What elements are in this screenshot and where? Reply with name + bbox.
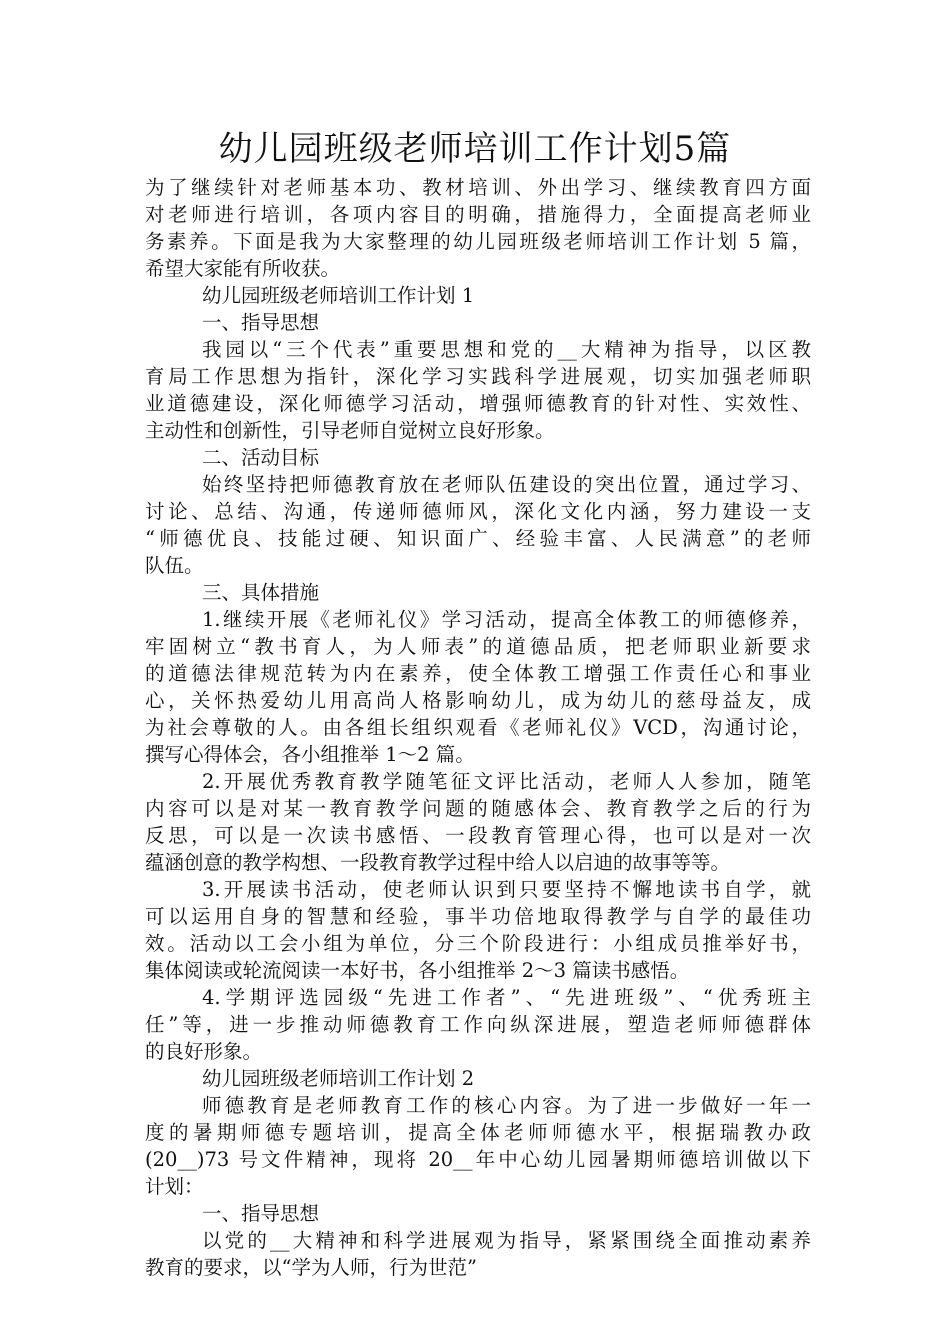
text-line-2: 对老师进行培训，各项内容目的明确，措施得力，全面提高老师业 (145, 203, 811, 226)
text-line-22: 撰写心得体会，各小组推举 1～2 篇。 (145, 743, 475, 766)
text-line-41: 教育的要求，以“学为人师，行为世范” (145, 1256, 477, 1279)
text-line-15: 队伍。 (145, 554, 204, 577)
text-line-27: 3.开展读书活动，使老师认识到只要坚持不懈地读书自学，就 (202, 878, 811, 901)
text-line-8: 育局工作思想为指针，深化学习实践科学进展观，切实加强老师职 (145, 365, 811, 388)
document-body (145, 174, 811, 1281)
text-line-13: 讨论、总结、沟通，传递师德师风，深化文化内涵，努力建设一支 (145, 500, 811, 523)
text-line-38: 计划： (145, 1175, 204, 1198)
text-line-14: “师德优良、技能过硬、知识面广、经验丰富、人民满意”的老师 (145, 527, 811, 550)
text-line-30: 集体阅读或轮流阅读一本好书，各小组推举 2～3 篇读书感悟。 (145, 959, 690, 982)
heading-guiding-ideology-2: 一、指导思想 (202, 1202, 320, 1225)
text-line-21: 为社会尊敬的人。由各组长组织观看《老师礼仪》VCD，沟通讨论， (145, 716, 811, 739)
text-line-36: 度的暑期师德专题培训，提高全体老师师德水平，根据瑞教办政 (145, 1121, 811, 1144)
text-line-4: 希望大家能有所收获。 (145, 257, 341, 280)
text-line-9: 业道德建设，深化师德学习活动，增强师德教育的针对性、实效性、 (145, 392, 811, 415)
text-line-35: 师德教育是老师教育工作的核心内容。为了进一步做好一年一 (202, 1094, 811, 1117)
heading-specific-measures: 三、具体措施 (202, 581, 320, 604)
text-line-37: (20__)73 号文件精神，现将 20__年中心幼儿园暑期师德培训做以下 (145, 1148, 811, 1171)
text-line-28: 可以运用自身的智慧和经验，事半功倍地取得教学与自学的最佳功 (145, 905, 811, 928)
text-line-33: 的良好形象。 (145, 1040, 263, 1063)
text-line-7: 我园以“三个代表”重要思想和党的__大精神为指导，以区教 (202, 338, 811, 361)
text-line-3: 务素养。下面是我为大家整理的幼儿园班级老师培训工作计划 5 篇， (145, 230, 811, 253)
document-title: 幼儿园班级老师培训工作计划5篇 (218, 129, 732, 169)
text-line-31: 4.学期评选园级“先进工作者”、“先进班级”、“优秀班主 (202, 986, 811, 1009)
text-line-20: 心，关怀热爱幼儿用高尚人格影响幼儿，成为幼儿的慈母益友，成 (145, 689, 811, 712)
text-line-32: 任”等，进一步推动师德教育工作向纵深进展，塑造老师师德群体 (145, 1013, 811, 1036)
text-line-12: 始终坚持把师德教育放在老师队伍建设的突出位置，通过学习、 (202, 473, 811, 496)
text-line-19: 的道德法律规范转为内在素养，使全体教工增强工作责任心和事业 (145, 662, 811, 685)
text-line-26: 蕴涵创意的教学构想、一段教育教学过程中给人以启迪的故事等等。 (145, 851, 731, 874)
text-line-40: 以党的__大精神和科学进展观为指导，紧紧围绕全面推动素养 (202, 1229, 811, 1252)
heading-guiding-ideology: 一、指导思想 (202, 311, 320, 334)
heading-activity-goals: 二、活动目标 (202, 446, 320, 469)
text-line-24: 内容可以是对某一教育教学问题的随感体会、教育教学之后的行为 (145, 797, 811, 820)
text-line-25: 反思，可以是一次读书感悟、一段教育管理心得，也可以是对一次 (145, 824, 811, 847)
text-line-17: 1.继续开展《老师礼仪》学习活动，提高全体教工的师德修养， (202, 608, 811, 631)
text-line-1: 为了继续针对老师基本功、教材培训、外出学习、继续教育四方面 (145, 176, 811, 199)
text-line-18: 牢固树立“教书育人，为人师表”的道德品质，把老师职业新要求 (145, 635, 811, 658)
text-line-23: 2.开展优秀教育教学随笔征文评比活动，老师人人参加，随笔 (202, 770, 811, 793)
section-heading-plan-2: 幼儿园班级老师培训工作计划 2 (202, 1067, 475, 1090)
text-line-29: 效。活动以工会小组为单位，分三个阶段进行：小组成员推举好书， (145, 932, 811, 955)
section-heading-plan-1: 幼儿园班级老师培训工作计划 1 (202, 284, 475, 307)
text-line-10: 主动性和创新性，引导老师自觉树立良好形象。 (145, 419, 555, 442)
